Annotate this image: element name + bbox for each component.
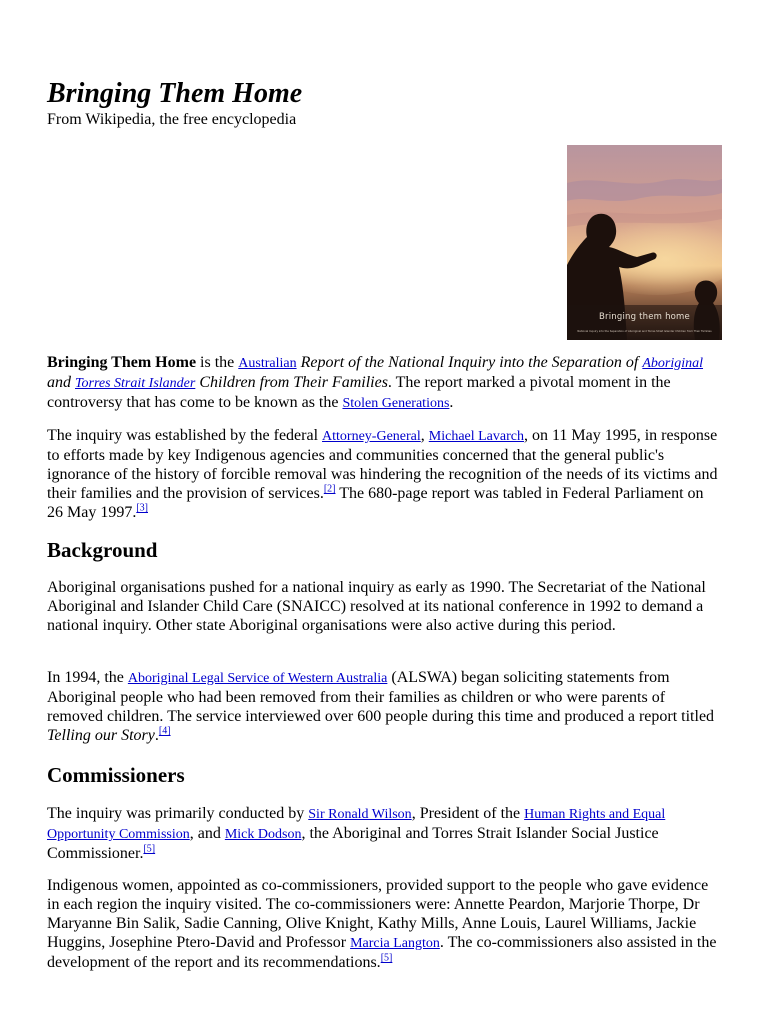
cover-subtitle-line-1: National Inquiry into the Separation of Aboriginal and Torres Strait Islander Children from Their Families (577, 330, 712, 333)
text-run: . The co-commissioners also assisted in the development of the report and its recommendations. (47, 934, 717, 971)
report-name-part: Report of the National Inquiry into the Separation of (296, 354, 643, 371)
citation-link-4[interactable]: [4] (158, 725, 171, 737)
report-cover-image[interactable] (567, 145, 722, 340)
link-ronald-wilson[interactable]: Sir Ronald Wilson (308, 807, 412, 822)
text-run: The inquiry was established by the federal (47, 427, 323, 444)
link-torres-strait-islander[interactable]: Torres Strait Islander (75, 376, 196, 391)
text-run: . (449, 394, 454, 411)
text-run: . The report marked a pivotal moment in the controversy that has come to be known as the (47, 374, 671, 411)
commissioners-paragraph-2 (47, 876, 723, 972)
report-title: Telling our Story (47, 727, 155, 744)
link-mick-dodson[interactable]: Mick Dodson (224, 827, 302, 842)
citation-link-3[interactable]: [3] (136, 502, 148, 514)
citation-sup (143, 844, 155, 855)
link-michael-lavarch[interactable]: Michael Lavarch (428, 429, 524, 444)
commissioners-paragraph-1 (47, 804, 723, 863)
citation-sup (136, 503, 148, 514)
text-run: (ALSWA) began soliciting statements from Aboriginal people who had been removed from their families as children or who were parents of removed children. The service interviewed over 600 people during this time and produced a report titled (47, 669, 715, 725)
link-alswa[interactable]: Aboriginal Legal Service of Western Australia (127, 671, 388, 686)
cover-title: Bringing them home (599, 312, 690, 322)
text-run: The inquiry was primarily conducted by (47, 805, 309, 822)
text-run: is the (196, 354, 239, 371)
cover-subtitle (571, 330, 718, 333)
text-run: , on 11 May 1995, in response to efforts made by key Indigenous agencies and communities concerned that the general public's ignorance of the history of forcible removal was hindering the recognition of the needs of its victims and their families and the provision of services. (47, 427, 718, 502)
link-aboriginal[interactable]: Aboriginal (642, 356, 704, 371)
citation-sup (381, 953, 393, 964)
text-run: , (420, 427, 429, 444)
page-title: Bringing Them Home (47, 78, 303, 109)
link-hreoc[interactable]: Human Rights and Equal Opportunity Commission (47, 807, 666, 842)
text-run: , and (189, 825, 225, 842)
text-run: Indigenous women, appointed as co-commissioners, provided support to the people who gave evidence in each region the inquiry visited. The co-commissioners were: Annette Peardon, Marjorie Thorpe, Dr Maryanne Bin Salik, Sadie Canning, Olive Knight, Kathy Mills, Anne Louis, Laurel Williams, Jackie Huggins, Josephine Ptero-David and Professor (47, 877, 709, 951)
lead-term: Bringing Them Home (47, 354, 197, 371)
citation-link-5b[interactable]: [5] (380, 952, 393, 964)
link-stolen-generations[interactable]: Stolen Generations (342, 396, 450, 411)
site-tagline: From Wikipedia, the free encyclopedia (47, 111, 297, 128)
text-run: , President of the (411, 805, 525, 822)
citation-sup (159, 726, 171, 737)
background-paragraph-2 (47, 668, 723, 745)
intro-paragraph-1 (47, 353, 723, 413)
background-paragraph-1: Aboriginal organisations pushed for a national inquiry as early as 1990. The Secretariat of the National Aboriginal and Islander Child Care (SNAICC) resolved at its national conference in 1992 to demand a national inquiry. Other state Aboriginal organisations were also active during this period. (47, 579, 706, 634)
cover-artwork (567, 145, 722, 340)
citation-sup (324, 484, 336, 495)
report-name-part: and (47, 374, 75, 391)
link-marcia-langton[interactable]: Marcia Langton (350, 936, 440, 951)
text-run: The 680-page report was tabled in Federal Parliament on 26 May 1997. (47, 485, 704, 521)
text-run: . (154, 727, 159, 744)
text-run: In 1994, the (47, 669, 128, 686)
report-name-part: Children from Their Families (195, 374, 388, 391)
link-attorney-general[interactable]: Attorney-General (322, 429, 421, 444)
text-run: , the Aboriginal and Torres Strait Islander Social Justice Commissioner. (47, 825, 659, 862)
link-australian[interactable]: Australian (238, 356, 297, 371)
section-heading-commissioners: Commissioners (47, 763, 185, 787)
citation-link-2[interactable]: [2] (323, 483, 336, 495)
section-heading-background: Background (47, 538, 158, 562)
intro-paragraph-2 (47, 426, 723, 522)
citation-link-5[interactable]: [5] (143, 843, 156, 855)
